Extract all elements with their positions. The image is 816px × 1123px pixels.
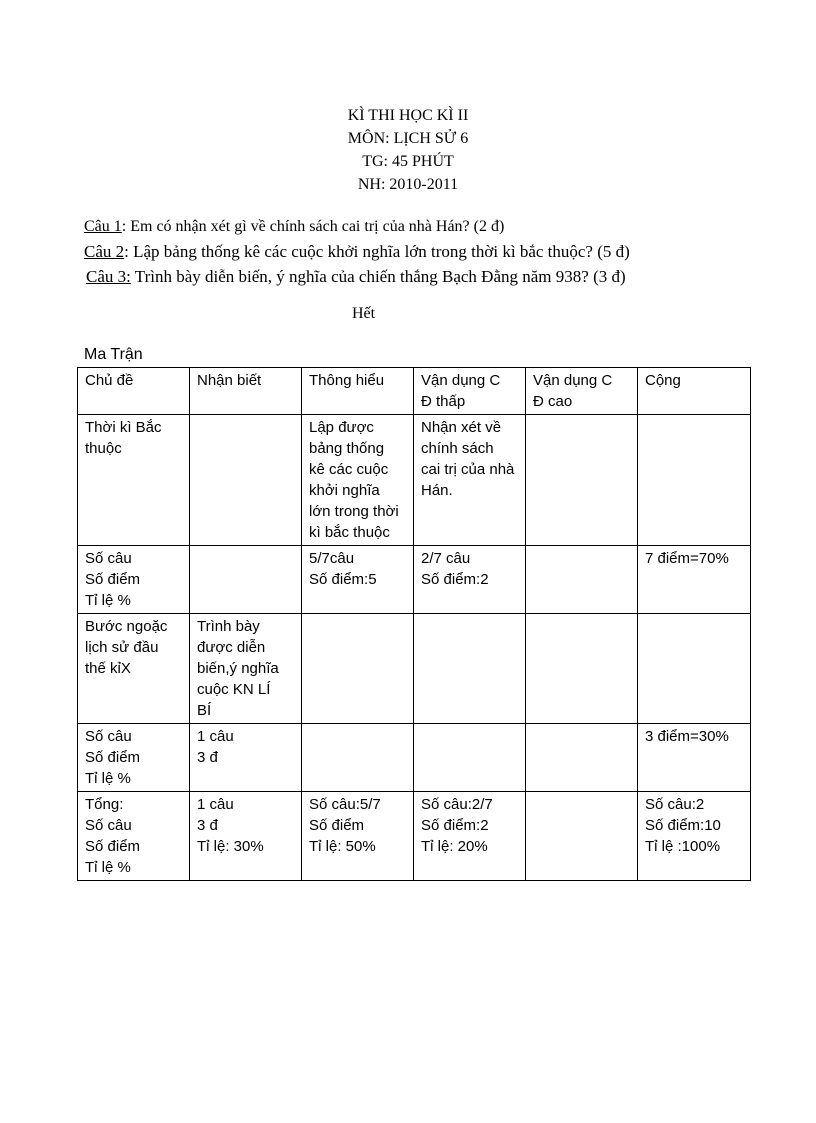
table-cell: 1 câu 3 đ: [190, 724, 302, 792]
table-row: [78, 415, 751, 546]
table-header-row: [78, 368, 751, 415]
table-cell: Lập được bảng thống kê các cuộc khởi nghĩa lớn trong thời kì bắc thuộc: [302, 415, 414, 546]
table-cell: 7 điểm=70%: [638, 546, 751, 614]
table-cell: [190, 415, 302, 546]
table-cell: [414, 724, 526, 792]
header-cell: Vận dụng C Đ cao: [526, 368, 638, 415]
question-3-text: Trình bày diễn biến, ý nghĩa của chiến thắng Bạch Đằng năm 938? (3 đ): [130, 267, 626, 286]
header-cell: Cộng: [638, 368, 751, 415]
header-cell: Thông hiểu: [302, 368, 414, 415]
table-total-row: [78, 792, 751, 881]
table-cell: [302, 724, 414, 792]
question-3-label: Câu 3:: [86, 267, 131, 286]
question-2: [84, 239, 804, 264]
question-3: [84, 264, 804, 289]
table-cell: [638, 415, 751, 546]
header-cell: Nhận biết: [190, 368, 302, 415]
question-1-text: : Em có nhận xét gì về chính sách cai trị của nhà Hán? (2 đ): [121, 218, 505, 235]
table-cell: Bước ngoặc lịch sử đầu thế kỉX: [78, 614, 190, 724]
table-cell: Số câu:2 Số điểm:10 Tỉ lệ :100%: [638, 792, 751, 881]
question-2-text: : Lập bảng thống kê các cuộc khởi nghĩa lớn trong thời kì bắc thuộc? (5 đ): [124, 242, 630, 261]
table-cell: [526, 546, 638, 614]
exam-title: KÌ THI HỌC KÌ II: [347, 107, 469, 124]
table-cell: Số câu Số điểm Tỉ lệ %: [78, 546, 190, 614]
table-cell: [638, 614, 751, 724]
table-cell: [526, 415, 638, 546]
question-1-label: Câu 1: [84, 218, 122, 235]
table-cell: Số câu:5/7 Số điểm Tỉ lệ: 50%: [302, 792, 414, 881]
assessment-matrix-table: [77, 367, 751, 881]
header-cell: Chủ đề: [78, 368, 190, 415]
table-cell: Trình bày được diễn biến,ý nghĩa cuộc KN LÍ BÍ: [190, 614, 302, 724]
question-1: [84, 214, 804, 239]
school-year-line: NH: 2010-2011: [357, 176, 459, 193]
table-row: [78, 614, 751, 724]
table-cell: Thời kì Bắc thuộc: [78, 415, 190, 546]
table-cell: [302, 614, 414, 724]
table-cell: Nhận xét về chính sách cai trị của nhà Hán.: [414, 415, 526, 546]
table-cell: 3 điểm=30%: [638, 724, 751, 792]
table-cell: Số câu Số điểm Tỉ lệ %: [78, 724, 190, 792]
table-cell: Tổng: Số câu Số điểm Tỉ lệ %: [78, 792, 190, 881]
subject-line: MÔN: LỊCH SỬ 6: [347, 130, 469, 147]
matrix-title: Ma Trận: [84, 346, 143, 363]
question-2-label: Câu 2: [84, 242, 125, 261]
table-cell: 2/7 câu Số điểm:2: [414, 546, 526, 614]
table-cell: [526, 724, 638, 792]
exam-header: [0, 104, 816, 196]
table-cell: [526, 792, 638, 881]
table-row: [78, 546, 751, 614]
table-row: [78, 724, 751, 792]
table-cell: [526, 614, 638, 724]
question-list: [84, 214, 804, 289]
table-cell: [414, 614, 526, 724]
header-cell: Vận dụng C Đ thấp: [414, 368, 526, 415]
table-cell: Số câu:2/7 Số điểm:2 Tỉ lệ: 20%: [414, 792, 526, 881]
table-cell: [190, 546, 302, 614]
table-cell: 1 câu 3 đ Tỉ lệ: 30%: [190, 792, 302, 881]
end-marker: Hết: [352, 305, 376, 322]
duration-line: TG: 45 PHÚT: [362, 153, 454, 170]
table-cell: 5/7câu Số điểm:5: [302, 546, 414, 614]
